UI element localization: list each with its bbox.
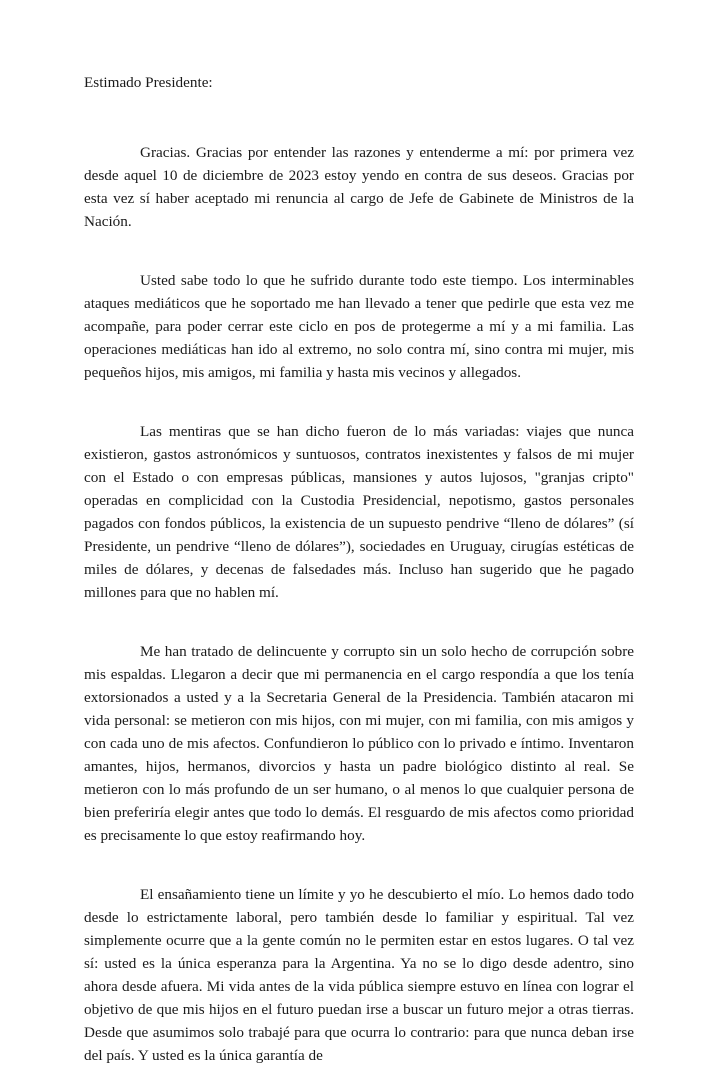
paragraph-1: Gracias. Gracias por entender las razones y entenderme a mí: por primera vez desde aquel 10 de diciembre de 2023 estoy yendo en contra de sus deseos. Gracias por esta vez sí haber aceptado mi renuncia al cargo de Jefe de Gabinete de Ministros de la Nación. — [84, 144, 634, 230]
paragraph-2: Usted sabe todo lo que he sufrido durante todo este tiempo. Los interminables ataques mediáticos que he soportado me han llevado a tener que pedirle que esta vez me acompañe, para poder cerrar este ciclo en pos de protegerme a mí y a mi familia. Las operaciones mediáticas han ido al extremo, no solo contra mí, sino contra mi mujer, mis pequeños hijos, mis amigos, mi familia y hasta mis vecinos y allegados. — [84, 272, 634, 381]
paragraph-3: Las mentiras que se han dicho fueron de lo más variadas: viajes que nunca existieron, gastos astronómicos y suntuosos, contratos inexistentes y falsos de mi mujer con el Estado o con empresas públicas, mansiones y autos lujosos, "granjas cripto" operadas en complicidad con la Custodia Presidencial, nepotismo, gastos personales pagados con fondos públicos, la existencia de un supuesto pendrive “lleno de dólares” (sí Presidente, un pendrive “lleno de dólares”), sociedades en Uruguay, cirugías estéticas de miles de dólares, y decenas de falsedades más. Incluso han sugerido que he pagado millones para que no hablen mí. — [84, 423, 634, 601]
letter-greeting: Estimado Presidente: — [84, 74, 213, 91]
paragraph-4: Me han tratado de delincuente y corrupto sin un solo hecho de corrupción sobre mis espaldas. Llegaron a decir que mi permanencia en el cargo respondía a que los tenía extorsionados a usted y a la Secretaria General de la Presidencia. También atacaron mi vida personal: se metieron con mis hijos, con mi mujer, con mi familia, con mis amigos y con cada uno de mis afectos. Confundieron lo público con lo privado e íntimo. Inventaron amantes, hijos, hermanos, divorcios y hasta un padre biológico distinto al real. Se metieron con lo más profundo de un ser humano, o al menos lo que cualquier persona de bien preferiría elegir antes que todo lo demás. El resguardo de mis afectos como prioridad es precisamente lo que estoy reafirmando hoy. — [84, 643, 634, 844]
letter-body — [84, 141, 634, 1067]
paragraph-5: El ensañamiento tiene un límite y yo he descubierto el mío. Lo hemos dado todo desde lo estrictamente laboral, pero también desde lo familiar y espiritual. Tal vez simplemente ocurre que a la gente común no le permiten estar en estos lugares. O tal vez sí: usted es la única esperanza para la Argentina. Ya no se lo digo desde adentro, sino ahora desde afuera. Mi vida antes de la vida pública siempre estuvo en línea con lograr el objetivo de que mis hijos en el futuro puedan irse a buscar un futuro mejor a otras tierras. Desde que asumimos solo trabajé para que ocurra lo contrario: para que nunca deban irse del país. Y usted es la única garantía de — [84, 886, 634, 1064]
